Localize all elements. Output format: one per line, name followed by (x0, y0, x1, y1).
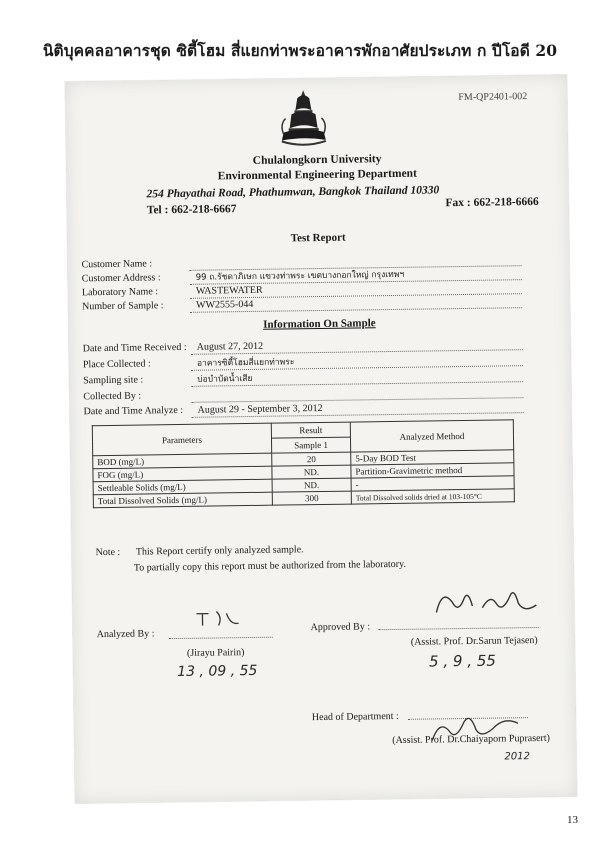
analyzed-by-name: (Jirayu Pairin) (186, 647, 245, 659)
row-method: - (351, 476, 514, 491)
page-title: นิติบุคคลอาคารชุด ซิตี้โฮม สี่แยกท่าพระอาคารพักอาศัยประเภท ก ปีโอดี 20 (42, 41, 558, 60)
date-received-label: Date and Time Received : (82, 341, 187, 355)
header-sample: Sample 1 (271, 437, 350, 453)
note-text-1: This Report certify only analyzed sample. (135, 544, 304, 558)
place-collected-label: Place Collected : (82, 358, 151, 371)
report-title: Test Report (290, 231, 346, 245)
approved-by-name: (Assist. Prof. Dr.Sarun Tejasen) (410, 634, 538, 648)
telephone: Tel : 662-218-6667 (146, 203, 237, 217)
row-parameter: BOD (mg/L) (93, 453, 272, 468)
results-table (92, 419, 515, 508)
note-line-1 (95, 544, 303, 558)
date-received-value: August 27, 2012 (191, 337, 523, 355)
sampling-site-label: Sampling site : (83, 374, 144, 387)
row-method: Partition-Gravimetric method (351, 463, 514, 478)
analyzed-by-label: Analyzed By : (96, 628, 155, 641)
sample-number-value: WW2555-044 (190, 295, 522, 313)
header-method: Analyzed Method (350, 420, 513, 452)
approved-by-label: Approved By : (310, 621, 371, 634)
page-number: 13 (567, 814, 578, 826)
row-result: 20 (272, 452, 351, 466)
row-result: ND. (272, 465, 351, 479)
row-result: ND. (272, 478, 351, 492)
info-title-text: Information On Sample (263, 317, 376, 331)
head-of-department-name: (Assist. Prof. Dr.Chaiyaporn Puprasert) (392, 732, 551, 747)
fax: Fax : 662-218-6666 (445, 195, 539, 210)
address: 254 Phayathai Road, Phathumwan, Bangkok Thailand 10330 (146, 184, 440, 201)
row-parameter: Settleable Solids (mg/L) (93, 479, 272, 494)
customer-address-value: 99 ถ.รัชดาภิเษก แขวงท่าพระ เขตบางกอกใหญ่ กรุงเทพฯ (190, 267, 522, 285)
customer-address-label: Customer Address : (81, 272, 161, 285)
note-line-2: To partially copy this report must be authorized from the laboratory. (133, 558, 407, 574)
row-method: Total Dissolved solids dried at 103-105°C (351, 489, 514, 504)
date-analyze-label: Date and Time Analyze : (83, 404, 184, 418)
approved-signature-icon (432, 583, 543, 623)
laboratory-name-label: Laboratory Name : (81, 286, 159, 299)
form-code: FM-QP2401-002 (458, 91, 528, 104)
row-parameter: Total Dissolved Solids (mg/L) (93, 492, 272, 507)
head-of-department-label: Head of Department : (311, 710, 399, 724)
row-parameter: FOG (mg/L) (93, 466, 272, 481)
scanned-report (65, 75, 577, 804)
analyzed-signature-icon (192, 607, 252, 632)
place-collected-value: อาคารซิตี้โฮมสี่แยกท่าพระ (191, 353, 523, 371)
laboratory-name-value: WASTEWATER (190, 281, 522, 299)
header-parameters: Parameters (92, 423, 271, 455)
analyzed-date: 13 , 09 , 55 (177, 662, 258, 681)
date-analyze-value: August 29 - September 3, 2012 (192, 400, 524, 418)
header-result: Result (271, 422, 350, 438)
department-name: Environmental Engineering Department (217, 167, 417, 183)
info-title (68, 315, 570, 334)
head-date: 2012 (504, 751, 530, 763)
note-label: Note : (95, 546, 121, 559)
customer-name-label: Customer Name : (81, 258, 153, 271)
collected-by-label: Collected By : (83, 390, 142, 403)
university-name: Chulalongkorn University (252, 153, 382, 167)
row-method: 5-Day BOD Test (351, 450, 514, 465)
university-seal-icon (277, 88, 330, 151)
approved-date: 5 , 9 , 55 (428, 651, 497, 671)
row-result: 300 (272, 491, 351, 505)
sampling-site-value: บ่อบำบัดน้ำเสีย (191, 369, 523, 387)
sample-number-label: Number of Sample : (82, 300, 164, 313)
